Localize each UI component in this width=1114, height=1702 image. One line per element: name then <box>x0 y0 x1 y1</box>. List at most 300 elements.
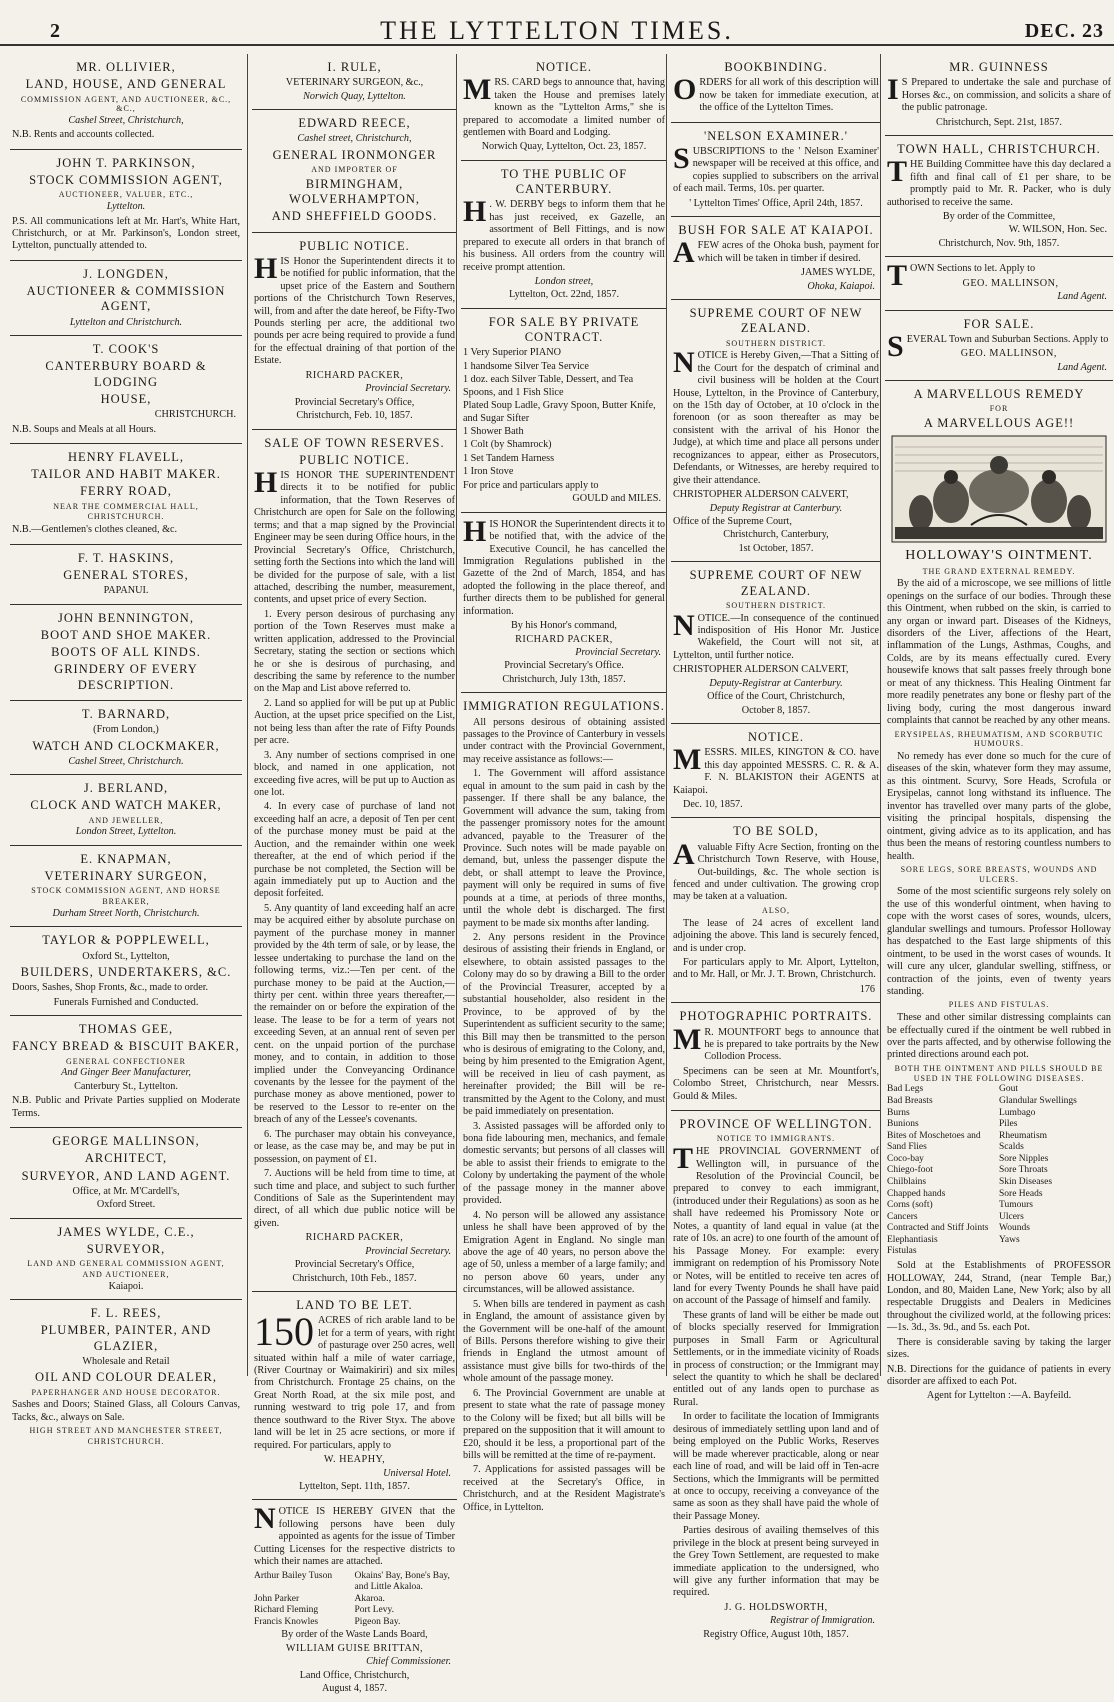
ad-bush-for-sale <box>671 217 881 300</box>
sale-item: 1 Set Tandem Harness <box>463 452 555 464</box>
term-item: 3. Any number of sections comprised in one block, and named in one application, not exceeding five acres, will be put up to Auction as one lot. <box>254 749 455 798</box>
newspaper-title: THE LYTTELTON TIMES. <box>380 16 734 45</box>
notice-heading: MR. GUINNESS <box>949 60 1049 74</box>
ad-address: Canterbury St., Lyttelton. <box>74 1080 178 1092</box>
drop-cap: S <box>673 141 690 175</box>
date: Dec. 10, 1857. <box>683 799 743 810</box>
signature-title: Provincial Secretary. <box>365 1245 451 1257</box>
ad-miles-kington <box>671 724 881 818</box>
sale-footer: For price and particulars apply to <box>463 479 599 491</box>
ad-address: Durham Street North, Christchurch. <box>52 907 200 919</box>
ad-place: CHRISTCHURCH. <box>154 409 236 421</box>
notice-body: ACRES of rich arable land to be let for a term of years, with right of pasturage over 250 acres, well situated within half a mile of water carriage, (River Courtnay or Waimakiriri) and six miles from Christchurch. Frontage 25 chains, on the Great North Road, at the six mile post, and running westward to trig pole 17, and from thence southward to the River Styx. The above land will be let in 25 acre sections, or more if required. For particulars, apply to <box>254 1315 455 1451</box>
disease-item: Burns <box>887 1107 910 1118</box>
sale-item: 1 Very Superior PIANO <box>463 347 561 359</box>
term-item: 1. Every person desirous of purchasing any portion of the Town Reserves must make a written application, addressed to the Provincial Secretary, stating the section or sections which he or she is desirous of purchasing, and describing the same by reference to the number on the Map and List above referred to. <box>254 608 455 695</box>
notice-heading: 'NELSON EXAMINER.' <box>703 128 849 143</box>
notice-body: OWN Sections to let. Apply to <box>910 263 1036 275</box>
address: London street, <box>534 276 594 287</box>
notice-heading: SUPREME COURT OF NEW ZEALAND. <box>689 568 863 598</box>
agent-row <box>254 1571 455 1594</box>
disease-item: Bad Breasts <box>887 1095 933 1106</box>
agent: Agent for Lyttelton :—A. Bayfeild. <box>926 1390 1072 1402</box>
agent-name: Francis Knowles <box>254 1616 319 1627</box>
remedy-heading: A MARVELLOUS REMEDY <box>913 387 1085 402</box>
regulation-item: 1. The Government will afford assistance equal in amount to the sum paid in cash by the passenger. If there shall be any balance, the Government will advance the sum, taking from the passenger promissory notes for the amount advanced, payable to the Treasurer of the Province. Such notes will be made payable on demand, but, unless the passenger dispute the debt, or shall attempt to leave the Province, payment will only be required in sums of five pounds at a time, at periods of three months, until the whole debt is discharged. The first payment to be made six months after landing. <box>463 768 665 929</box>
notice-body: The lease of 24 acres of excellent land adjoining the above. This land is securely fenced, and is under crop. <box>673 917 879 954</box>
signature: JAMES WYLDE, <box>801 267 875 279</box>
date: August 4, 1857. <box>321 1683 388 1695</box>
drop-cap: N <box>673 608 695 642</box>
signature: RICHARD PACKER, <box>305 369 404 381</box>
notice-body: In order to facilitate the location of Immigrants desirous of immediately settling upon land and of being employed on the Public Works, Reserves will be made wherever practicable, along or near each line of road, and will be laid off in Ten-acre Sections, which the Immigrants will be permitted at once to occupy, receiving a conveyance of the same as soon as they shall have paid the whole of their Passage Money. <box>673 1411 879 1522</box>
notice-heading: NOTICE. <box>748 730 804 744</box>
ad-note: P.S. All communications left at Mr. Hart's, White Hart, Christchurch, or at Mr. Parkinson's, London street, Lyttelton, punctually attended to. <box>12 215 240 252</box>
notice-body: EVERAL Town and Suburban Sections. Apply to <box>906 333 1109 345</box>
date: Christchurch, Feb. 10, 1857. <box>296 410 413 422</box>
disease-item: Ulcers <box>999 1211 1024 1222</box>
ad-supreme-court-1 <box>671 300 881 562</box>
disease-list <box>887 1084 1111 1258</box>
ad-sale-town-reserves <box>252 430 457 1293</box>
ad-trade: WATCH AND CLOCKMAKER, <box>32 738 220 753</box>
ad-supreme-court-2 <box>671 562 881 724</box>
signature: GEO. MALLINSON, <box>960 348 1057 360</box>
notice-subheading: PUBLIC NOTICE. <box>299 452 410 467</box>
ad-name: TAYLOR & POPPLEWELL, <box>42 933 210 948</box>
disease-list-right <box>999 1084 1111 1258</box>
notice-sub: NOTICE TO IMMIGRANTS. <box>716 1134 836 1144</box>
notice-heading: TO BE SOLD, <box>733 824 819 839</box>
signature-title: Deputy-Registrar at Canterbury. <box>709 677 843 689</box>
ad-province-wellington <box>671 1111 881 1647</box>
ad-name: F. T. HASKINS, <box>77 550 175 565</box>
ad-guinness <box>885 54 1113 136</box>
masthead <box>0 0 1114 46</box>
notice-body: These grants of land will be either be made out of blocks specially reserved for Immigration purposes in Small Farm or Agricultural Settlements, or in the immediate vicinity of Roads in process of construction; or the Immigrant may select the quantity to which he shall be declared entitled out of any lands open to purchase as Rural. <box>673 1309 879 1408</box>
ad-longden <box>10 261 242 336</box>
signature-title: Deputy Registrar at Canterbury. <box>709 502 843 514</box>
drop-cap: M <box>673 1022 702 1056</box>
ad-line: Sashes and Doors; Stained Glass, all Colours Canvas, Tacks, &c., always on Sale. <box>12 1399 240 1423</box>
ad-line: BIRMINGHAM, WOLVERHAMPTON, <box>288 176 421 207</box>
notice-heading: SUPREME COURT OF NEW ZEALAND. <box>689 306 863 336</box>
ad-trade: GENERAL IRONMONGER <box>272 147 437 162</box>
column-4 <box>666 54 881 1640</box>
notice-heading: FOR SALE. <box>963 316 1035 331</box>
ad-sub: BREAKER, <box>102 897 150 907</box>
ad-note: N.B. Public and Private Parties supplied on Moderate Terms. <box>12 1095 240 1119</box>
address: Norwich Quay, Lyttelton, Oct. 23, 1857. <box>481 141 647 153</box>
ad-from: (From London,) <box>93 724 159 736</box>
signature-title: Registrar of Immigration. <box>770 1615 875 1627</box>
by-order: By his Honor's command, <box>511 620 617 632</box>
signature: GOULD and MILES. <box>572 493 661 505</box>
notice-heading: PROVINCE OF WELLINGTON. <box>679 1117 873 1132</box>
disease-item: Sore Throats <box>999 1165 1048 1176</box>
sale-item: Plated Soup Ladle, Gravy Spoon, Butter Knife, and Sugar Sifter <box>463 400 656 424</box>
sale-item: 1 Iron Stove <box>463 466 514 478</box>
ad-reece <box>252 110 457 232</box>
signature: J. G. HOLDSWORTH, <box>724 1601 828 1613</box>
date: ' Lyttelton Times' Office, April 24th, 1857. <box>689 197 863 209</box>
notice-sub: SOUTHERN DISTRICT. <box>725 600 827 610</box>
ad-trade: VETERINARY SURGEON, &c., <box>285 77 424 89</box>
ad-sub: NEAR THE COMMERCIAL HALL, <box>53 501 199 511</box>
agent-district: Akaroa. <box>354 1593 385 1604</box>
drop-cap: H <box>463 195 487 229</box>
ad-code: 176 <box>859 983 875 995</box>
signature: W. WILSON, Hon. Sec. <box>1008 224 1107 236</box>
agent-name: John Parker <box>254 1593 300 1604</box>
signature-title: Chief Commissioner. <box>366 1656 451 1668</box>
ad-road: FERRY ROAD, <box>80 484 172 499</box>
regulation-item: 6. The Provincial Government are unable at present to state what the rate of passage money to the Colony will be fixed; but all bills will be prepared on the supposition that it will amount to £20, should it be less, a proportional part of the bills will be remitted at the time of re-payment. <box>463 1387 665 1461</box>
ad-line: SURVEYOR, AND LAND AGENT. <box>21 1168 231 1183</box>
ad-sub: COMMISSION AGENT, AND AUCTIONEER, &C., &C., <box>20 94 232 114</box>
agent-row <box>254 1605 455 1617</box>
notice-heading: BUSH FOR SALE AT KAIAPOI. <box>678 223 874 237</box>
saving-note: There is considerable saving by taking the larger sizes. <box>887 1336 1111 1361</box>
regulation-item: 4. No person will be allowed any assistance unless he shall have been approved of by the Emigration Agent in England. No single man above the age of 40 years, no person above the age of 50, unless a member of a large family; and no person above 60 years, under any circumstances, will be allowed assistance. <box>463 1209 665 1296</box>
notice-heading: PUBLIC NOTICE. <box>299 238 410 253</box>
drop-cap: T <box>887 155 908 189</box>
notice-body: IS Honor the Superintendent directs it to be notified for public information, that the upset price of the Eastern and Southern portions of the Christchurch Town Reserves, will, from and after the date hereof, be Fifty-Two Pounds sterling per acre, the additional two pounds per acre being required to provide a fund for the effectual draining of that portion of the Estate. <box>254 255 455 367</box>
ad-for-sale <box>885 311 1113 382</box>
ad-nelson-examiner <box>671 123 881 217</box>
by-order: By order of the Waste Lands Board, <box>281 1629 428 1641</box>
notice-body: Sold at the Establishments of PROFESSOR HOLLOWAY, 244, Strand, (near Temple Bar,) London, and 80, Maiden Lane, New York; also by all respectable Druggists and Dealers in Medicines throughout the civilized world, at the following prices:—1s. 3d., 3s. 9d., and 5s. each Pot. <box>887 1260 1111 1334</box>
ad-line: GRINDERY OF EVERY DESCRIPTION. <box>54 662 198 692</box>
ad-name: JOHN BENNINGTON, <box>58 610 194 625</box>
disease-item: Lumbago <box>999 1107 1036 1118</box>
notice-body: No remedy has ever done so much for the cure of diseases of the skin, whatever form they may assume, as this ointment. Scurvy, Sore Heads, Scrofula or Erysipelas, cannot long withstand its influence. The inventor has travelled over many parts of the globe, visiting the principal hospitals, dispensing the ointment, giving advice as to its application, and has thus been the means of restoring countless numbers to health. <box>887 751 1111 862</box>
ad-berland <box>10 775 242 846</box>
date: Christchurch, 10th Feb., 1857. <box>292 1272 417 1284</box>
sale-item: 1 Colt (by Shamrock) <box>463 439 552 451</box>
ad-trade: VETERINARY SURGEON, <box>44 869 208 884</box>
ad-his-honor <box>461 513 667 694</box>
page-number: 2 <box>50 20 60 42</box>
ad-line: BOOT AND SHOE MAKER. <box>40 627 212 642</box>
notice-body: R. MOUNTFORT begs to announce that he is prepared to take portraits by the New Collodion Process. <box>704 1026 879 1063</box>
ad-place: Kaiapoi. <box>108 1280 144 1292</box>
disease-item: Piles <box>999 1119 1018 1130</box>
office: Provincial Secretary's Office. <box>504 660 624 672</box>
notice-body: FEW acres of the Ohoka bush, payment for which will be taken in timber if desired. <box>697 240 879 264</box>
notice-heading: IMMIGRATION REGULATIONS. <box>463 699 665 714</box>
drop-cap: N <box>254 1502 276 1536</box>
ad-sub: LAND AND GENERAL COMMISSION AGENT, <box>27 1259 225 1269</box>
notice-body: HE Building Committee have this day declared a fifth and final call of £1 per share, to be promptly paid to Mr. R. Packer, who is duly authorised to receive the same. <box>887 159 1111 208</box>
disease-item: Bad Legs <box>887 1084 924 1095</box>
ad-sub: AUCTIONEER, VALUER, ETC., <box>58 190 194 200</box>
ad-parkinson <box>10 150 242 261</box>
ad-rule <box>252 54 457 110</box>
ad-address: London Street, Lyttelton. <box>75 826 177 838</box>
signature-title: Universal Hotel. <box>383 1467 451 1479</box>
notice-body: By the aid of a microscope, we see millions of little openings on the surface of our bodies. Through these this Ointment, when rubbed on the skin, is carried to any organ or inward part. Diseases of the Kidneys, disorders of the Liver, affections of the Heart, inflammation of the Lungs, Asthmas, Coughs, and Colds, are by its means effectually cured. Every housewife knows that salt passes freely through bone or meat of any thickness. This Healing Ointment far more readily penetrates any bone or fleshy part of the living body, curing the most dangerous inward complaints that cannot be reached by any other means. <box>887 578 1111 727</box>
disease-list-left <box>887 1084 999 1258</box>
disease-item: Rheumatism <box>999 1130 1048 1141</box>
ad-derby <box>461 161 667 309</box>
office: Office of the Supreme Court, <box>673 515 792 527</box>
date: October 8, 1857. <box>741 704 811 716</box>
disease-item: Coco-bay <box>887 1153 924 1164</box>
disease-item: Tumours <box>999 1200 1033 1211</box>
agent-row <box>254 1617 455 1629</box>
drop-cap: H <box>463 514 487 548</box>
ad-private-contract <box>461 309 667 513</box>
signature-title: Land Agent. <box>1057 361 1107 373</box>
ad-trade: STOCK COMMISSION AGENT, <box>29 173 223 188</box>
disease-item: Chilblains <box>887 1177 927 1188</box>
column-2 <box>247 54 457 1695</box>
office: Provincial Secretary's Office, <box>294 1259 415 1271</box>
ad-address: Cashel Street, Christchurch. <box>68 755 184 767</box>
ad-address: Cashel Street, Christchurch, <box>68 115 184 126</box>
signature: WILLIAM GUISE BRITTAN, <box>285 1642 424 1654</box>
ad-line: Funerals Furnished and Conducted. <box>53 996 199 1008</box>
ad-land-to-let <box>252 1292 457 1500</box>
by-order: By order of the Committee, <box>942 211 1056 222</box>
ad-line: Wholesale and Retail <box>82 1355 170 1367</box>
drop-cap: S <box>887 329 904 363</box>
ad-line: BOOTS OF ALL KINDS. <box>51 645 201 660</box>
signature-title: Land Agent. <box>1057 291 1107 303</box>
notice-heading: TOWN HALL, CHRISTCHURCH. <box>897 142 1101 156</box>
ad-trade: CLOCK AND WATCH MAKER, <box>30 798 222 813</box>
disease-item: Bites of Moschetoes and Sand Flies <box>887 1130 981 1153</box>
notice-body: valuable Fifty Acre Section, fronting on the Christchurch Town Reserve, with House, Out-buildings, &c. The whole section is fenced and under cultivation. The growing crop may be taken at a valuation. <box>673 841 879 903</box>
agent-district: Port Levy. <box>354 1605 394 1616</box>
agent-name: Richard Fleming <box>254 1605 319 1616</box>
ad-name: EDWARD REECE, <box>298 116 411 131</box>
ad-name: HENRY FLAVELL, <box>67 449 185 464</box>
ad-line: Doors, Sashes, Shop Fronts, &c., made to order. <box>12 982 209 994</box>
notice-sub: SOUTHERN DISTRICT. <box>725 338 827 348</box>
notice-heading: NOTICE. <box>536 60 592 74</box>
disease-item: Fistulas <box>887 1246 917 1257</box>
ad-line: HOUSE, <box>100 391 152 406</box>
ad-address: Oxford St., Lyttelton, <box>82 950 170 962</box>
ad-rees <box>10 1300 242 1453</box>
ad-to-be-sold <box>671 818 881 1003</box>
ad-sub: STOCK COMMISSION AGENT, AND HORSE <box>31 886 221 896</box>
ad-name: T. BARNARD, <box>81 706 171 721</box>
notice-body: These and other similar distressing complaints can be effectually cured if the ointment be well rubbed in over the parts affected, and by otherwise following the printed directions around each pot. <box>887 1012 1111 1061</box>
ad-trade: AUCTIONEER & COMMISSION AGENT, <box>26 284 226 314</box>
directions-note: N.B. Directions for the guidance of patients in every disorder are affixed to each Pot. <box>887 1363 1111 1387</box>
notice-body: OTICE IS HEREBY GIVEN that the following persons have been duly appointed as agents for the issue of Timber Cutting Licenses for the respective districts to which their names are attached. <box>254 1506 455 1568</box>
notice-heading: PHOTOGRAPHIC PORTRAITS. <box>679 1009 873 1024</box>
issue-date: DEC. 23 <box>1024 20 1104 42</box>
signature: RICHARD PACKER, <box>305 1232 404 1244</box>
notice-body: S Prepared to undertake the sale and purchase of Horses &c., on commission, and solicits a share of the public patronage. <box>901 77 1111 114</box>
signature-title: Provincial Secretary. <box>575 647 661 658</box>
term-item: 2. Land so applied for will be put up at Public Auction, at the upset price specified on the List, not being less than after the rate of Fifty Pounds per acre. <box>254 697 455 747</box>
column-3 <box>456 54 667 1513</box>
ad-line: OIL AND COLOUR DEALER, <box>35 1370 217 1385</box>
also-label: ALSO, <box>762 905 790 915</box>
date: Christchurch, Nov. 9th, 1857. <box>938 237 1060 249</box>
ad-card <box>461 54 667 161</box>
signature: CHRISTOPHER ALDERSON CALVERT, <box>673 489 849 501</box>
ad-flavell <box>10 444 242 545</box>
notice-body: OTICE is Hereby Given,—That a Sitting of the Court for the despatch of criminal and civil business will be holden at the Court House, Lyttelton, in the Province of Canterbury, on the 15th day of October, at 10 o'clock in the forenoon (or as soon thereafter as may be consistent with the arrival of his Honor the Judge), at which time and place all persons under recognizances to appear, either as Prosecutors, Defendants, or Witnesses, are hereby required to give their attendance. <box>673 350 879 486</box>
date: Christchurch, July 13th, 1857. <box>502 673 626 685</box>
column-5 <box>880 54 1113 1402</box>
ad-address: Norwich Quay, Lyttelton. <box>303 90 406 102</box>
ad-mallinson <box>10 1128 242 1219</box>
notice-heading: LAND TO BE LET. <box>296 1298 413 1312</box>
ad-name: F. L. REES, <box>90 1306 162 1321</box>
notice-body: HE PROVINCIAL GOVERNMENT of Wellington will, in pursuance of the Resolution of the Provincial Council, be prepared to convey to each immigrant, (introduced under their Regulations) as soon as he shall have redeemed his Promissory Note or Notes, a quantity of land equal in value (at the rate of 10s. an acre) to one fourth of the amount of his Passage Money. For example: every immigrant on redemption of his Promissory Note or Notes, will be entitled to receive ten acres of land for every Twenty Pounds he shall have paid on account of the Passage of himself and family. <box>673 1146 879 1307</box>
ad-knapman <box>10 846 242 927</box>
regulation-item: 5. When bills are tendered in payment as cash in England, the amount of assistance given by the Government will be one-half of the amount of Bills. Persons therefore wishing to give their friends in England the utmost amount of assistance must give bills for two-thirds of the whole amount of the passage money. <box>463 1298 665 1385</box>
ad-name: GEORGE MALLINSON, <box>52 1134 200 1149</box>
section-heading: SORE LEGS, SORE BREASTS, WOUNDS AND ULCERS. <box>900 864 1098 884</box>
disease-item: Scalds <box>999 1142 1024 1153</box>
notice-heading: TO THE PUBLIC OF CANTERBURY. <box>500 166 628 197</box>
ad-line: And Ginger Beer Manufacturer, <box>61 1067 191 1079</box>
ad-place: PAPANUI. <box>103 585 149 597</box>
ad-name: J. LONGDEN, <box>83 266 169 281</box>
ad-sub: GENERAL CONFECTIONER <box>66 1056 186 1066</box>
ad-note: N.B. Soups and Meals at all Hours. <box>12 423 157 435</box>
date: Christchurch, Sept. 21st, 1857. <box>936 116 1062 128</box>
ad-line: AND SHEFFIELD GOODS. <box>271 209 438 224</box>
notice-body: RS. CARD begs to announce that, having taken the House and premises lately known as the "Lyttelton Arms," she is prepared to accomodate a limited number of gentlemen with Board and Lodging. <box>463 77 665 138</box>
ad-place: Lyttelton and Christchurch. <box>69 316 183 328</box>
ad-public-notice <box>252 233 457 430</box>
ad-bookbinding <box>671 54 881 123</box>
disease-item: Contracted and Stiff Joints <box>887 1223 989 1234</box>
ad-sub: AND IMPORTER OF <box>311 165 398 175</box>
ad-line: SURVEYOR, <box>86 1242 166 1256</box>
ad-name: I. RULE, <box>327 60 382 74</box>
disease-item: Chapped hands <box>887 1188 946 1199</box>
term-item: 7. Auctions will be held from time to time, at such time and place, and subject to such further Conditions of Sale as the Superintendent may direct, of all which due public notice will be given. <box>254 1168 455 1229</box>
disease-item: Elephantiasis <box>887 1234 938 1245</box>
ad-trade: TAILOR AND HABIT MAKER. <box>31 467 221 482</box>
ad-sub: CHRISTCHURCH. <box>87 1437 165 1446</box>
notice-body: RDERS for all work of this description will now be taken for immediate execution, at the office of the Lyttelton Times. <box>699 77 879 114</box>
product-title: HOLLOWAY'S OINTMENT. <box>905 548 1093 564</box>
section-heading: BOTH THE OINTMENT AND PILLS SHOULD BE USED IN THE FOLLOWING DISEASES. <box>894 1063 1104 1083</box>
agent-row <box>254 1594 455 1606</box>
ad-sub: HIGH STREET AND MANCHESTER STREET, <box>29 1426 223 1436</box>
signature-title: Ohoka, Kaiapoi. <box>807 280 875 292</box>
ad-holloway-ointment <box>885 381 1113 1409</box>
ad-sub: CHRISTCHURCH. <box>87 512 165 522</box>
drop-cap: T <box>673 1142 694 1176</box>
ad-timber-licenses <box>252 1500 457 1701</box>
ad-taylor <box>10 927 242 1016</box>
notice-body: ESSRS. MILES, KINGTON & CO. have this day appointed MESSRS. C. R. & A. F. N. BLAKISTON their AGENTS at Kaiapoi. <box>673 747 879 796</box>
place: Christchurch, Canterbury, <box>723 529 829 541</box>
notice-body: OTICE.—In consequence of the continued indisposition of His Honor Mr. Justice Wakefield, the Court will not sit, at Lyttelton, until further notice. <box>673 612 879 661</box>
ad-sub: AND AUCTIONEER, <box>82 1270 170 1279</box>
ad-note: N.B.—Gentlemen's clothes cleaned, &c. <box>12 524 178 536</box>
signature: W. HEAPHY, <box>323 1454 386 1466</box>
ad-note: N.B. Rents and accounts collected. <box>12 129 155 141</box>
drop-cap: H <box>254 251 278 285</box>
ad-ollivier <box>10 54 242 150</box>
disease-item: Wounds <box>999 1223 1030 1234</box>
agent-name: Arthur Bailey Tuson <box>254 1570 333 1581</box>
disease-item: Sore Heads <box>999 1188 1043 1199</box>
column-1 <box>10 54 242 1446</box>
term-item: 6. The purchaser may obtain his conveyance, or lease, as the case may be, and may be put in possession, on payment of £1. <box>254 1128 455 1165</box>
ad-name: JAMES WYLDE, C.E., <box>57 1224 195 1239</box>
ad-bennington <box>10 605 242 701</box>
ad-sub: PAPERHANGER AND HOUSE DECORATOR. <box>31 1387 221 1397</box>
ad-trade: PLUMBER, PAINTER, AND GLAZIER, <box>40 1323 212 1353</box>
disease-item: Chiego-foot <box>887 1165 933 1176</box>
notice-heading: SALE OF TOWN RESERVES. <box>264 435 445 450</box>
term-item: 4. In every case of purchase of land not exceeding half an acre, a deposit of Ten per cent of the purchase money must be paid at the Auction, and the remainder within one week thereafter, at the end of which period if the purchase be not completed, the Section will be again immediately put up to Auction and the deposit forfeited. <box>254 801 455 900</box>
date: Registry Office, August 10th, 1857. <box>703 1628 849 1640</box>
ad-line: CANTERBURY BOARD & LODGING <box>45 359 207 389</box>
ad-name: T. COOK'S <box>92 342 160 357</box>
term-item: 5. Any quantity of land exceeding half an acre may be acquired either by absolute purchase on payment of the purchase money in manner provided by the 4th term of sale, or by lease, the lessee undertaking to purchase the land on the following terms, viz.:—Ten per cent. of the purchase money to be paid at the Auction,—thirty per cent. within three years thereafter,—the remainder on or before the expiration of the lease. The lease to be for a term of years not exceeding Seven, at an annual rent of seven per cent. on the unpaid portion of the purchase money, and to contain, in addition to those implied under the Conveyancing Ordinance covenants by the lessee for the payment of the purchase money as above mentioned, power to be reserved to the Lessor to re-enter on the breach of any of the Lessee's covenants. <box>254 902 455 1126</box>
signature: CHRISTOPHER ALDERSON CALVERT, <box>673 664 849 676</box>
drop-cap: H <box>254 466 278 499</box>
ad-address: Oxford Street. <box>96 1199 156 1211</box>
notice-body: Some of the most scientific surgeons rely solely on the use of this wonderful ointment, when having to cope with the worst cases of sores, wounds, ulcers, glandular swellings and tumours. Professor Holloway has despatched to the East large shipments of this ointment, to be used in the worst cases of wounds. It will cure any ulcer, glandular swelling, stiffness, or contraction of the joints, even of twenty years standing. <box>887 886 1111 997</box>
office: Land Office, Christchurch, <box>299 1669 410 1681</box>
ad-place: Lyttelton. <box>106 201 146 213</box>
notice-heading: FOR SALE BY PRIVATE CONTRACT. <box>488 314 640 345</box>
signature: GEO. MALLINSON, <box>962 277 1059 289</box>
signature: RICHARD PACKER, <box>515 633 613 645</box>
drop-cap: O <box>673 73 697 107</box>
disease-item: Corns (soft) <box>887 1200 933 1211</box>
notice-body: Parties desirous of availing themselves of this privilege in the block at present being surveyed in the Grey Town Settlement, are requested to make immediate application to the undersigned, who will give any further information that may be required. <box>673 1525 879 1599</box>
ad-line: LAND, HOUSE, AND GENERAL <box>25 77 227 92</box>
notice-body: Specimens can be seen at Mr. Mountfort's, Colombo Street, Christchurch, near Messrs. Gould & Miles. <box>673 1065 879 1102</box>
remedy-heading: A MARVELLOUS AGE!! <box>923 416 1075 431</box>
remedy-for: FOR <box>989 404 1009 414</box>
drop-cap: A <box>673 837 695 871</box>
disease-item: Bunions <box>887 1119 919 1130</box>
disease-item: Cancers <box>887 1211 918 1222</box>
signature-title: Provincial Secretary. <box>365 383 451 395</box>
ad-line: ARCHITECT, <box>84 1151 168 1166</box>
disease-item: Gout <box>999 1084 1018 1095</box>
sale-item: 1 handsome Silver Tea Service <box>463 360 589 372</box>
drop-cap: T <box>887 259 908 293</box>
ad-barnard <box>10 701 242 775</box>
disease-item: Glandular Swellings <box>999 1095 1077 1106</box>
office: Office of the Court, Christchurch, <box>707 691 845 703</box>
disease-item: Yaws <box>999 1234 1020 1245</box>
agent-district: Pigeon Bay. <box>354 1616 401 1627</box>
ad-address: Cashel street, Christchurch, <box>297 133 412 145</box>
disease-item: Skin Diseases <box>999 1177 1053 1188</box>
ad-gee <box>10 1016 242 1128</box>
ad-immigration-regulations <box>461 693 667 1521</box>
product-subtitle: THE GRAND EXTERNAL REMEDY. <box>922 566 1076 576</box>
ad-name: THOMAS GEE, <box>78 1022 174 1037</box>
drop-cap: M <box>463 73 492 107</box>
ad-haskins <box>10 545 242 605</box>
drop-cap: A <box>673 236 695 270</box>
ad-trade: BUILDERS, UNDERTAKERS, &C. <box>20 965 232 979</box>
notice-body: IS HONOR the Superintendent directs it to be notified that, with the advice of the Executive Council, he has cancelled the Immigration Regulations published in the Gazette of the 2nd of March, 1854, and has adopted the following in the place thereof, and further directs them to be published for general information. <box>463 518 665 617</box>
ad-name: J. BERLAND, <box>83 781 169 796</box>
